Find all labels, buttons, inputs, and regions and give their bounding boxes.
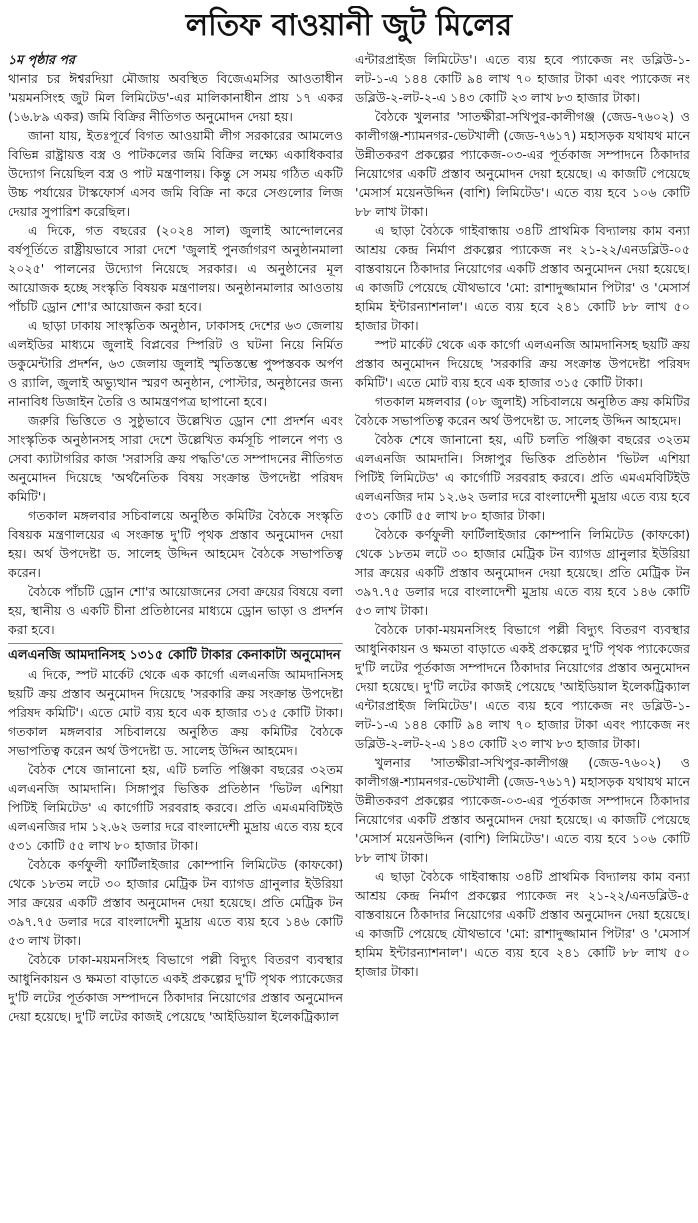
paragraph: বৈঠকে কর্ণফুলী ফার্টিলাইজার কোম্পানি লিমিটেড (কাফকো) থেকে ১৮তম লটে ৩০ হাজার মেট্রিক টন ব্যাগড গ্রানুলার ইউরিয়া সার ক্রয়ের একটি প্রস্তাব অনুমোদন দেয়া হয়েছে। প্রতি মেট্রিক টন ৩৯৭.৭৫ ডলার দরে বাংলাদেশী মুদ্রায় এতে ব্যয় হবে ১৪৬ কোটি ৫৩ লাখ টাকা।	[355, 527, 690, 618]
jump-paragraph	[8, 50, 343, 69]
paragraph: বৈঠকে পাঁচটি ড্রোন শো'র আয়োজনের সেবা ক্রয়ের বিষয়ে বলা হয়, স্থানীয় ও একটি চীনা প্রতিষ্ঠানের মাধ্যমে ড্রোন ভাড়া ও প্রদর্শন করা হবে।	[8, 584, 343, 637]
jump-label: ১ম পৃষ্ঠার পর	[8, 52, 75, 67]
paragraph: এ ছাড়া বৈঠকে গাইবান্ধায় ৩৪টি প্রাথমিক বিদ্যালয় কাম বন্যা আশ্রয় কেন্দ্র নির্মাণ প্রকল্পের প্যাকেজ নং ২১-২২/এনডব্লিউ-০৫ বাস্তবায়নে ঠিকাদার নিয়োগের একটি প্রস্তাব অনুমোদন দেয়া হয়েছে। এ কাজটি পেয়েছে যৌথভাবে 'মো: রাশাদুজ্জামান পিটার' ও 'মেসার্স হামিম ইন্টারন্যাশনাল'। এতে ব্যয় হবে ২৪১ কোটি ৮৮ লাখ ৫০ হাজার টাকা।	[355, 223, 690, 333]
paragraph: বৈঠকে ঢাকা-ময়মনসিংহ বিভাগে পল্লী বিদ্যুৎ বিতরণ ব্যবস্থার আধুনিকায়ন ও ক্ষমতা বাড়াতে একই প্রকল্পের দু'টি পৃথক প্যাকেজের দু'টি লটের পূর্তকাজ সম্পাদনে ঠিকাদার নিয়োগের প্রস্তাব অনুমোদন দেয়া হয়েছে। দু'টি লটের কাজই পেয়েছে 'আইডিয়াল ইলেকট্রিক্যাল	[8, 952, 343, 1024]
paragraph: এ ছাড়া বৈঠকে গাইবান্ধায় ৩৪টি প্রাথমিক বিদ্যালয় কাম বন্যা আশ্রয় কেন্দ্র নির্মাণ প্রকল্পের প্যাকেজ নং ২১-২২/এনডব্লিউ-৫ বাস্তবায়নে ঠিকাদার নিয়োগের একটি প্রস্তাব অনুমোদন দেয়া হয়েছে। এ কাজটি পেয়েছে যৌথভাবে 'মো: রাশাদুজ্জামান পিটার' ও 'মেসার্স হামিম ইন্টারন্যাশনাল'। এতে ব্যয় হবে ২৪১ কোটি ৮৮ লাখ ৫০ হাজার টাকা।	[355, 869, 690, 979]
article-headline: লতিফ বাওয়ানী জুট মিলের	[185, 8, 513, 43]
paragraph: এ ছাড়া ঢাকায় সাংস্কৃতিক অনুষ্ঠান, ঢাকাসহ দেশের ৬৩ জেলায় এলইডির মাধ্যমে জুলাই বিপ্লবের স্পিরিট ও ঘটনা নিয়ে নির্মিত ডকুমেন্টারি প্রদর্শন, ৬৩ জেলায় জুলাই স্মৃতিস্তম্ভে পুষ্পস্তবক অর্পণ ও র‍্যালি, জুলাই অভ্যুত্থান স্মরণ অনুষ্ঠান, পোস্টার, অনুষ্ঠানের জন্য নানাবিধ ডিজাইন তৈরি ও আমন্ত্রণপত্র ছাপানো হবে।	[8, 318, 343, 409]
paragraph: স্পট মার্কেট থেকে এক কার্গো এলএনজি আমদানিসহ ছয়টি ক্রয় প্রস্তাব অনুমোদন দিয়েছে 'সরকারি ক্রয় সংক্রান্ত উপদেষ্টা পরিষদ কমিটি'। এতে মোট ব্যয় হবে এক হাজার ৩১৫ কোটি টাকা।	[355, 337, 690, 390]
paragraph: থানার চর ঈশ্বরদিয়া মৌজায় অবস্থিত বিজেএমসির আওতাধীন 'ময়মনসিংহ জুট মিল লিমিটেড'-এর মালিকানাধীন প্রায় ১৭ একর (১৬.৮৯ একর) জমি বিক্রির নীতিগত অনুমোদন দেয়া হয়।	[8, 71, 343, 124]
paragraph: বৈঠক শেষে জানানো হয়, এটি চলতি পঞ্জিকা বছরের ৩২তম এলএনজি আমদানি। সিঙ্গাপুর ভিত্তিক প্রতিষ্ঠান 'ভিটল এশিয়া পিটিই লিমিটেড' এ কার্গোটি সরবরাহ করবে। প্রতি এমএমবিটিইউ এলএনজির দাম ১২.৬২ ডলার দরে বাংলাদেশী মুদ্রায় এতে ব্যয় হবে ৫৩১ কোটি ৫৫ লাখ ৮০ হাজার টাকা।	[355, 432, 690, 523]
paragraph: বৈঠকে ঢাকা-ময়মনসিংহ বিভাগে পল্লী বিদ্যুৎ বিতরণ ব্যবস্থার আধুনিকায়ন ও ক্ষমতা বাড়াতে একই প্রকল্পের দু'টি পৃথক প্যাকেজের দু'টি লটের পূর্তকাজ সম্পাদনে ঠিকাদার নিয়োগের প্রস্তাব অনুমোদন দেয়া হয়েছে। দু'টি লটের কাজই পেয়েছে 'আইডিয়াল ইলেকট্রিক্যাল এন্টারপ্রাইজ লিমিটেড'। এতে ব্যয় হবে প্যাকেজ নং ডব্লিউ-১-লট-১-এ ১৪৪ কোটি ৯৪ লাখ ৭০ হাজার টাকা এবং প্যাকেজ নং ডব্লিউ-২-লট-২-এ ১৪৩ কোটি ২৩ লাখ ৮৩ হাজার টাকা।	[355, 622, 690, 751]
article-columns	[8, 50, 690, 1215]
paragraph: জরুরি ভিত্তিতে ও সুষ্ঠুভাবে উল্লেখিত ড্রোন শো প্রদর্শন এবং সাংস্কৃতিক অনুষ্ঠানসহ সারা দেশে উল্লেখিত কর্মসূচি পালনে পণ্য ও সেবা ক্যাটাগরির কাজ 'সরাসরি ক্রয় পদ্ধতি'তে সম্পাদনের নীতিগত অনুমোদন দিয়েছে 'অর্থনৈতিক বিষয় সংক্রান্ত উপদেষ্টা পরিষদ কমিটি'।	[8, 413, 343, 504]
left-column	[8, 50, 343, 1215]
paragraph: বৈঠকে খুলনার 'সাতক্ষীরা-সখিপুর-কালীগঞ্জ (জেড-৭৬০২) ও কালীগঞ্জ-শ্যামনগর-ভেটখালী (জেড-৭৬১৭) মহাসড়ক যথাযথ মানে উন্নীতকরণ প্রকল্পের প্যাকেজ-০৩-এর পূর্তকাজ সম্পাদনে ঠিকাদার নিয়োগের একটি প্রস্তাব অনুমোদন দেয়া হয়েছে। এ কাজটি পেয়েছে 'মেসার্স ময়েনউদ্দিন (বাশি) লিমিটেড'। এতে ব্যয় হবে ১০৬ কোটি ৮৮ লাখ টাকা।	[355, 109, 690, 219]
paragraph: খুলনার 'সাতক্ষীরা-সখিপুর-কালীগঞ্জ (জেড-৭৬০২) ও কালীগঞ্জ-শ্যামনগর-ভেটখালী (জেড-৭৬১৭) মহাসড়ক যথাযথ মানে উন্নীতকরণ প্রকল্পের প্যাকেজ-০৩-এর পূর্তকাজ সম্পাদনে ঠিকাদার নিয়োগের একটি প্রস্তাব অনুমোদন দেয়া হয়েছে। এ কাজটি পেয়েছে 'মেসার্স ময়েনউদ্দিন (বাশি) লিমিটেড'। এতে ব্যয় হবে ১০৬ কোটি ৮৮ লাখ টাকা।	[355, 755, 690, 865]
paragraph: গতকাল মঙ্গলবার (০৮ জুলাই) সচিবালয়ে অনুষ্ঠিত ক্রয় কমিটির বৈঠকে সভাপতিত্ব করেন অর্থ উপদেষ্টা ড. সালেহ উদ্দিন আহমেদ।	[355, 394, 690, 428]
paragraph: জানা যায়, ইতঃপূর্বে বিগত আওয়ামী লীগ সরকারের আমলেও বিভিন্ন রাষ্ট্রায়ত্ত বস্ত্র ও পাটকলের জমি বিক্রির লক্ষ্যে একাধিকবার উদ্যোগ নিয়েছিল বস্ত্র ও পাট মন্ত্রণালয়। কিন্তু সে সময় গঠিত একটি উচ্চ পর্যায়ের টাস্কফোর্স এসব জমি বিক্রি না করে সেগুলোর লিজ দেয়ার সুপারিশ করেছিল।	[8, 128, 343, 219]
paragraph: গতকাল মঙ্গলবার সচিবালয়ে অনুষ্ঠিত কমিটির বৈঠকে সংস্কৃতি বিষয়ক মন্ত্রণালয়ের এ সংক্রান্ত দু'টি পৃথক প্রস্তাব অনুমোদন দেয়া হয়। অর্থ উপদেষ্টা ড. সালেহ উদ্দিন আহমেদ বৈঠকে সভাপতিত্ব করেন।	[8, 508, 343, 580]
paragraph: এ দিকে, গত বছরের (২০২৪ সাল) জুলাই আন্দোলনের বর্ষপূর্তিতে রাষ্ট্রীয়ভাবে সারা দেশে 'জুলাই পুনর্জাগরণ অনুষ্ঠানমালা ২০২৫' পালনের উদ্যোগ নিয়েছে সরকার। এ অনুষ্ঠানের মূল আয়োজক হচ্ছে সংস্কৃতি বিষয়ক মন্ত্রণালয়। অনুষ্ঠানমালার আওতায় পাঁচটি ড্রোন শো'র আয়োজন করা হবে।	[8, 223, 343, 314]
section-subhead: এলএনজি আমদানিসহ ১৩১৫ কোটি টাকার কেনাকাটা অনুমোদন	[8, 643, 343, 665]
right-column	[355, 50, 690, 1215]
paragraph: বৈঠকে কর্ণফুলী ফার্টিলাইজার কোম্পানি লিমিটেড (কাফকো) থেকে ১৮তম লটে ৩০ হাজার মেট্রিক টন ব্যাগড গ্রানুলার ইউরিয়া সার ক্রয়ের একটি প্রস্তাব অনুমোদন দেয়া হয়েছে। প্রতি মেট্রিক টন ৩৯৭.৭৫ ডলার দরে বাংলাদেশী মুদ্রায় এতে ব্যয় হবে ১৪৬ কোটি ৫৩ লাখ টাকা।	[8, 857, 343, 948]
paragraph: এ দিকে, স্পট মার্কেট থেকে এক কার্গো এলএনজি আমদানিসহ ছয়টি ক্রয় প্রস্তাব অনুমোদন দিয়েছে 'সরকারি ক্রয় সংক্রান্ত উপদেষ্টা পরিষদ কমিটি'। এতে মোট ব্যয় হবে এক হাজার ৩১৫ কোটি টাকা। গতকাল মঙ্গলবার সচিবালয়ে অনুষ্ঠিত ক্রয় কমিটির বৈঠকে সভাপতিত্ব করেন অর্থ উপদেষ্টা ড. সালেহ উদ্দিন আহমেদ।	[8, 667, 343, 758]
paragraph: বৈঠক শেষে জানানো হয়, এটি চলতি পঞ্জিকা বছরের ৩২তম এলএনজি আমদানি। সিঙ্গাপুর ভিত্তিক প্রতিষ্ঠান 'ভিটল এশিয়া পিটিই লিমিটেড' এ কার্গোটি সরবরাহ করবে। প্রতি এমএমবিটিইউ এলএনজির দাম ১২.৬২ ডলার দরে বাংলাদেশী মুদ্রায় এতে ব্যয় হবে ৫৩১ কোটি ৫৫ লাখ ৮০ হাজার টাকা।	[8, 762, 343, 853]
paragraph: এন্টারপ্রাইজ লিমিটেড'। এতে ব্যয় হবে প্যাকেজ নং ডব্লিউ-১-লট-১-এ ১৪৪ কোটি ৯৪ লাখ ৭০ হাজার টাকা এবং প্যাকেজ নং ডব্লিউ-২-লট-২-এ ১৪৩ কোটি ২৩ লাখ ৮৩ হাজার টাকা।	[355, 52, 690, 105]
